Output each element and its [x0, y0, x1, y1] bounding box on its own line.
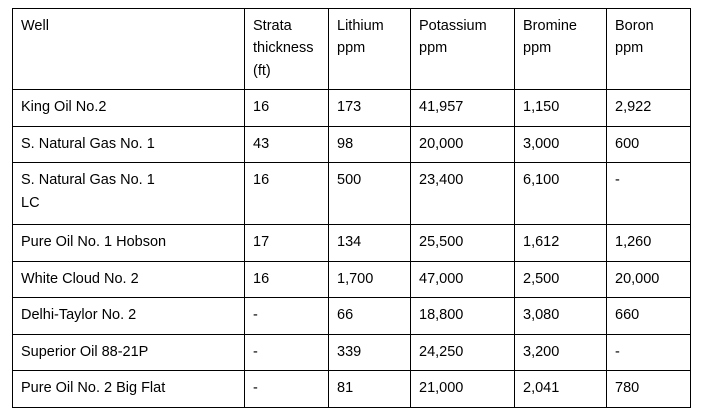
cell-bromine: 3,200 [515, 334, 607, 370]
cell-well-line-1: Delhi-Taylor No. 2 [21, 307, 137, 324]
table-row [13, 298, 691, 334]
cell-strata-thickness: - [245, 371, 329, 407]
cell-strata-thickness: 16 [245, 90, 329, 126]
cell-bromine: 1,150 [515, 90, 607, 126]
cell-boron: 780 [607, 371, 691, 407]
cell-strata-thickness: 16 [245, 261, 329, 297]
cell-bromine: 3,000 [515, 126, 607, 162]
cell-boron: - [607, 163, 691, 225]
column-header-strata-thickness-line-1: Strata [253, 18, 292, 34]
cell-lithium: 81 [329, 371, 411, 407]
cell-well-line-1: Superior Oil 88-21P [21, 343, 149, 360]
cell-well-line-2: LC [21, 194, 40, 211]
cell-well-line-1: White Cloud No. 2 [21, 270, 139, 287]
cell-potassium: 47,000 [411, 261, 515, 297]
cell-well [13, 334, 245, 370]
column-header-well [13, 9, 245, 90]
table-header-row [13, 9, 691, 90]
column-header-potassium-line-2: ppm [419, 40, 448, 57]
column-header-bromine [515, 9, 607, 90]
cell-lithium: 134 [329, 225, 411, 261]
column-header-lithium-line-2: ppm [337, 40, 366, 57]
column-header-boron [607, 9, 691, 90]
table-row [13, 261, 691, 297]
cell-well-line-1: Pure Oil No. 2 Big Flat [21, 380, 166, 397]
table-row [13, 334, 691, 370]
cell-boron: 660 [607, 298, 691, 334]
cell-lithium: 500 [329, 163, 411, 225]
cell-strata-thickness: 43 [245, 126, 329, 162]
cell-lithium: 98 [329, 126, 411, 162]
cell-strata-thickness: 16 [245, 163, 329, 225]
column-header-boron-line-1: Boron [615, 18, 654, 34]
table-row [13, 225, 691, 261]
cell-well [13, 126, 245, 162]
document-page [0, 8, 702, 417]
column-header-boron-line-2: ppm [615, 40, 644, 57]
cell-strata-thickness: - [245, 298, 329, 334]
cell-potassium: 25,500 [411, 225, 515, 261]
cell-bromine: 2,500 [515, 261, 607, 297]
cell-lithium: 173 [329, 90, 411, 126]
column-header-lithium [329, 9, 411, 90]
column-header-strata-thickness-line-3: (ft) [253, 62, 271, 79]
cell-potassium: 24,250 [411, 334, 515, 370]
cell-strata-thickness: - [245, 334, 329, 370]
column-header-bromine-line-2: ppm [523, 40, 552, 57]
column-header-well-line-1: Well [21, 18, 49, 34]
cell-bromine: 1,612 [515, 225, 607, 261]
column-header-potassium [411, 9, 515, 90]
cell-boron: - [607, 334, 691, 370]
table-row [13, 163, 691, 225]
cell-bromine: 6,100 [515, 163, 607, 225]
cell-well [13, 90, 245, 126]
cell-bromine: 2,041 [515, 371, 607, 407]
cell-bromine: 3,080 [515, 298, 607, 334]
cell-well [13, 261, 245, 297]
cell-lithium: 339 [329, 334, 411, 370]
cell-lithium: 1,700 [329, 261, 411, 297]
table-body [13, 90, 691, 407]
column-header-strata-thickness [245, 9, 329, 90]
cell-potassium: 41,957 [411, 90, 515, 126]
cell-well [13, 298, 245, 334]
cell-strata-thickness: 17 [245, 225, 329, 261]
column-header-lithium-line-1: Lithium [337, 18, 384, 34]
cell-well [13, 225, 245, 261]
cell-well [13, 371, 245, 407]
well-chemistry-table [12, 8, 691, 408]
cell-well-line-1: Pure Oil No. 1 Hobson [21, 234, 167, 251]
cell-potassium: 18,800 [411, 298, 515, 334]
cell-potassium: 20,000 [411, 126, 515, 162]
table-row [13, 126, 691, 162]
cell-boron: 1,260 [607, 225, 691, 261]
cell-well [13, 163, 245, 225]
table-row [13, 371, 691, 407]
cell-well-line-1: S. Natural Gas No. 1 [21, 172, 155, 189]
cell-boron: 20,000 [607, 261, 691, 297]
table-header [13, 9, 691, 90]
cell-lithium: 66 [329, 298, 411, 334]
column-header-potassium-line-1: Potassium [419, 18, 487, 34]
table-row [13, 90, 691, 126]
cell-potassium: 23,400 [411, 163, 515, 225]
column-header-strata-thickness-line-2: thickness [253, 40, 314, 57]
cell-boron: 2,922 [607, 90, 691, 126]
cell-well-line-1: S. Natural Gas No. 1 [21, 135, 155, 152]
cell-potassium: 21,000 [411, 371, 515, 407]
cell-well-line-1: King Oil No.2 [21, 99, 107, 116]
column-header-bromine-line-1: Bromine [523, 18, 577, 34]
cell-boron: 600 [607, 126, 691, 162]
